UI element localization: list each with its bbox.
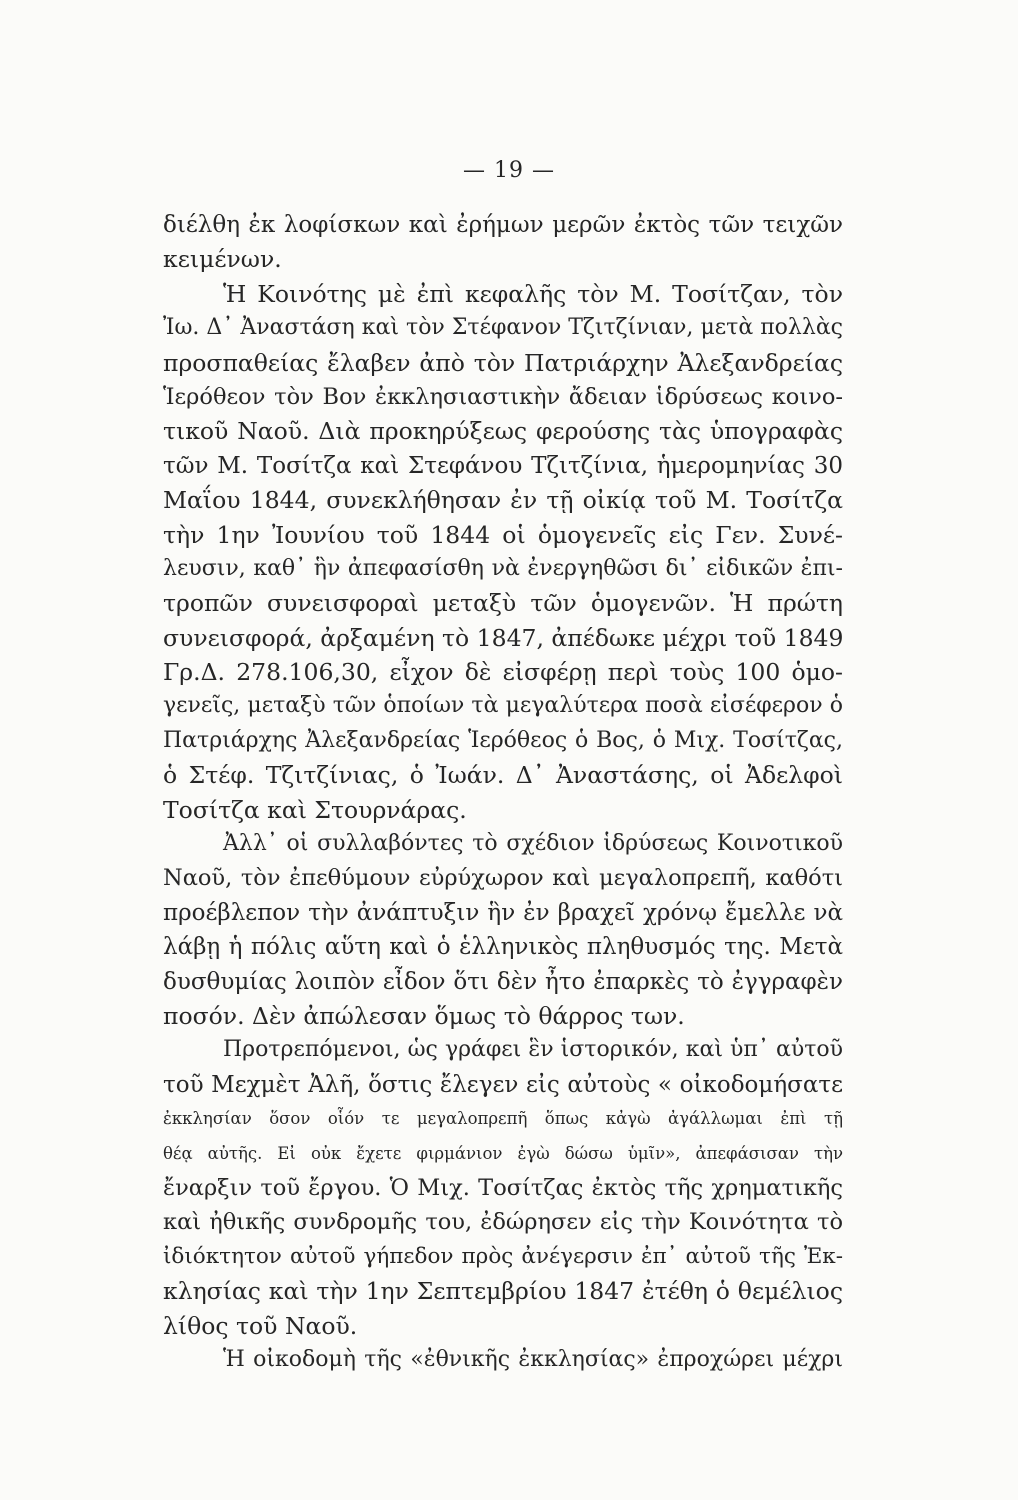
text-line: καὶ ἠθικῆς συνδρομῆς του, ἐδώρησεν εἰς τὴν Κοινότητα τὸ bbox=[163, 1209, 843, 1236]
text-line: προέβλεπον τὴν ἀνάπτυξιν ἣν ἐν βραχεῖ χρόνῳ ἔμελλε νὰ bbox=[163, 899, 843, 926]
body-text bbox=[163, 208, 843, 1377]
page-number: — 19 — bbox=[463, 158, 555, 183]
text-line: Ἡ Κοινότης μὲ ἐπὶ κεφαλῆς τὸν Μ. Τοσίτζαν, τὸν bbox=[223, 279, 843, 308]
text-line: ποσόν. Δὲν ἀπώλεσαν ὅμως τὸ θάρρος των. bbox=[163, 1001, 685, 1030]
text-line: Γρ.Δ. 278.106,30, εἶχον δὲ εἰσφέρῃ περὶ τοὺς 100 ὁμο- bbox=[163, 658, 843, 687]
text-line: τὴν 1ην Ἰουνίου τοῦ 1844 οἱ ὁμογενεῖς εἰς Γεν. Συνέ- bbox=[163, 520, 843, 549]
text-line: Προτρεπόμενοι, ὡς γράφει ἓν ἱστορικόν, καὶ ὑπ᾿ αὐτοῦ bbox=[223, 1037, 843, 1063]
text-line: Τοσίτζα καὶ Στουρνάρας. bbox=[163, 795, 467, 824]
text-line: ἔναρξιν τοῦ ἔργου. Ὁ Μιχ. Τοσίτζας ἐκτὸς τῆς χρηματικῆς bbox=[163, 1174, 843, 1201]
text-line: Ἱερόθεον τὸν Βον ἐκκλησιαστικὴν ἄδειαν ἱδρύσεως κοινο- bbox=[163, 383, 843, 410]
text-line: κειμένων. bbox=[163, 245, 282, 274]
text-line: Ἀλλ᾿ οἱ συλλαβόντες τὸ σχέδιον ἱδρύσεως Κοινοτικοῦ bbox=[223, 831, 843, 857]
text-line: τροπῶν συνεισφοραὶ μεταξὺ τῶν ὁμογενῶν. Ἡ πρώτη bbox=[163, 589, 843, 618]
text-line: τοῦ Μεχμὲτ Ἀλῆ, ὅστις ἔλεγεν εἰς αὐτοὺς « οἰκοδομήσατε bbox=[163, 1071, 843, 1098]
text-line: θέᾳ αὐτῆς. Εἰ οὐκ ἔχετε φιρμάνιον ἐγὼ δώσω ὑμῖν», ἀπεφάσισαν τὴν bbox=[163, 1143, 843, 1163]
text-line: λάβῃ ἡ πόλις αὕτη καὶ ὁ ἑλληνικὸς πληθυσμός της. Μετὰ bbox=[163, 934, 843, 961]
text-line: προσπαθείας ἔλαβεν ἀπὸ τὸν Πατριάρχην Ἀλεξανδρείας bbox=[163, 348, 843, 377]
text-line: γενεῖς, μεταξὺ τῶν ὁποίων τὰ μεγαλύτερα ποσὰ εἰσέφερον ὁ bbox=[163, 693, 843, 719]
text-line: Ἡ οἰκοδομὴ τῆς «ἐθνικῆς ἐκκλησίας» ἐπροχώρει μέχρι bbox=[223, 1346, 843, 1372]
text-line: συνεισφορά, ἀρξαμένη τὸ 1847, ἀπέδωκε μέχρι τοῦ 1849 bbox=[163, 623, 844, 652]
text-line: τῶν Μ. Τοσίτζα καὶ Στεφάνου Τζιτζίνια, ἡμερομηνίας 30 bbox=[163, 452, 843, 479]
text-line: κλησίας καὶ τὴν 1ην Σεπτεμβρίου 1847 ἐτέθη ὁ θεμέλιος bbox=[163, 1277, 843, 1306]
text-line: ὁ Στέφ. Τζιτζίνιας, ὁ Ἰωάν. Δ᾿ Ἀναστάσης, οἱ Ἀδελφοὶ bbox=[163, 761, 843, 790]
text-line: Πατριάρχης Ἀλεξανδρείας Ἱερόθεος ὁ Βος, ὁ Μιχ. Τοσίτζας, bbox=[163, 727, 843, 753]
text-line: δυσθυμίας λοιπὸν εἶδον ὅτι δὲν ἦτο ἐπαρκὲς τὸ ἐγγραφὲν bbox=[163, 968, 843, 995]
text-line: Ναοῦ, τὸν ἐπεθύμουν εὐρύχωρον καὶ μεγαλοπρεπῆ, καθότι bbox=[163, 865, 843, 892]
text-line: Ἰω. Δ᾿ Ἀναστάση καὶ τὸν Στέφανον Τζιτζίνιαν, μετὰ πολλὰς bbox=[163, 315, 843, 341]
text-line: διέλθη ἐκ λοφίσκων καὶ ἐρήμων μερῶν ἐκτὸς τῶν τειχῶν bbox=[163, 212, 843, 238]
text-line: λίθος τοῦ Ναοῦ. bbox=[163, 1311, 358, 1340]
text-line: ἐκκλησίαν ὅσον οἷόν τε μεγαλοπρεπῆ ὅπως κἀγὼ ἀγάλλωμαι ἐπὶ τῇ bbox=[163, 1109, 843, 1129]
text-line: λευσιν, καθ᾿ ἣν ἀπεφασίσθη νὰ ἐνεργηθῶσι δι᾿ εἰδικῶν ἐπι- bbox=[163, 555, 843, 581]
text-line: ἰδιόκτητον αὐτοῦ γήπεδον πρὸς ἀνέγερσιν ἐπ᾿ αὐτοῦ τῆς Ἐκ- bbox=[163, 1243, 843, 1269]
text-line: τικοῦ Ναοῦ. Διὰ προκηρύξεως φερούσης τὰς ὑπογραφὰς bbox=[163, 417, 843, 446]
text-line: Μαΐου 1844, συνεκλήθησαν ἐν τῇ οἰκίᾳ τοῦ Μ. Τοσίτζα bbox=[163, 486, 843, 515]
